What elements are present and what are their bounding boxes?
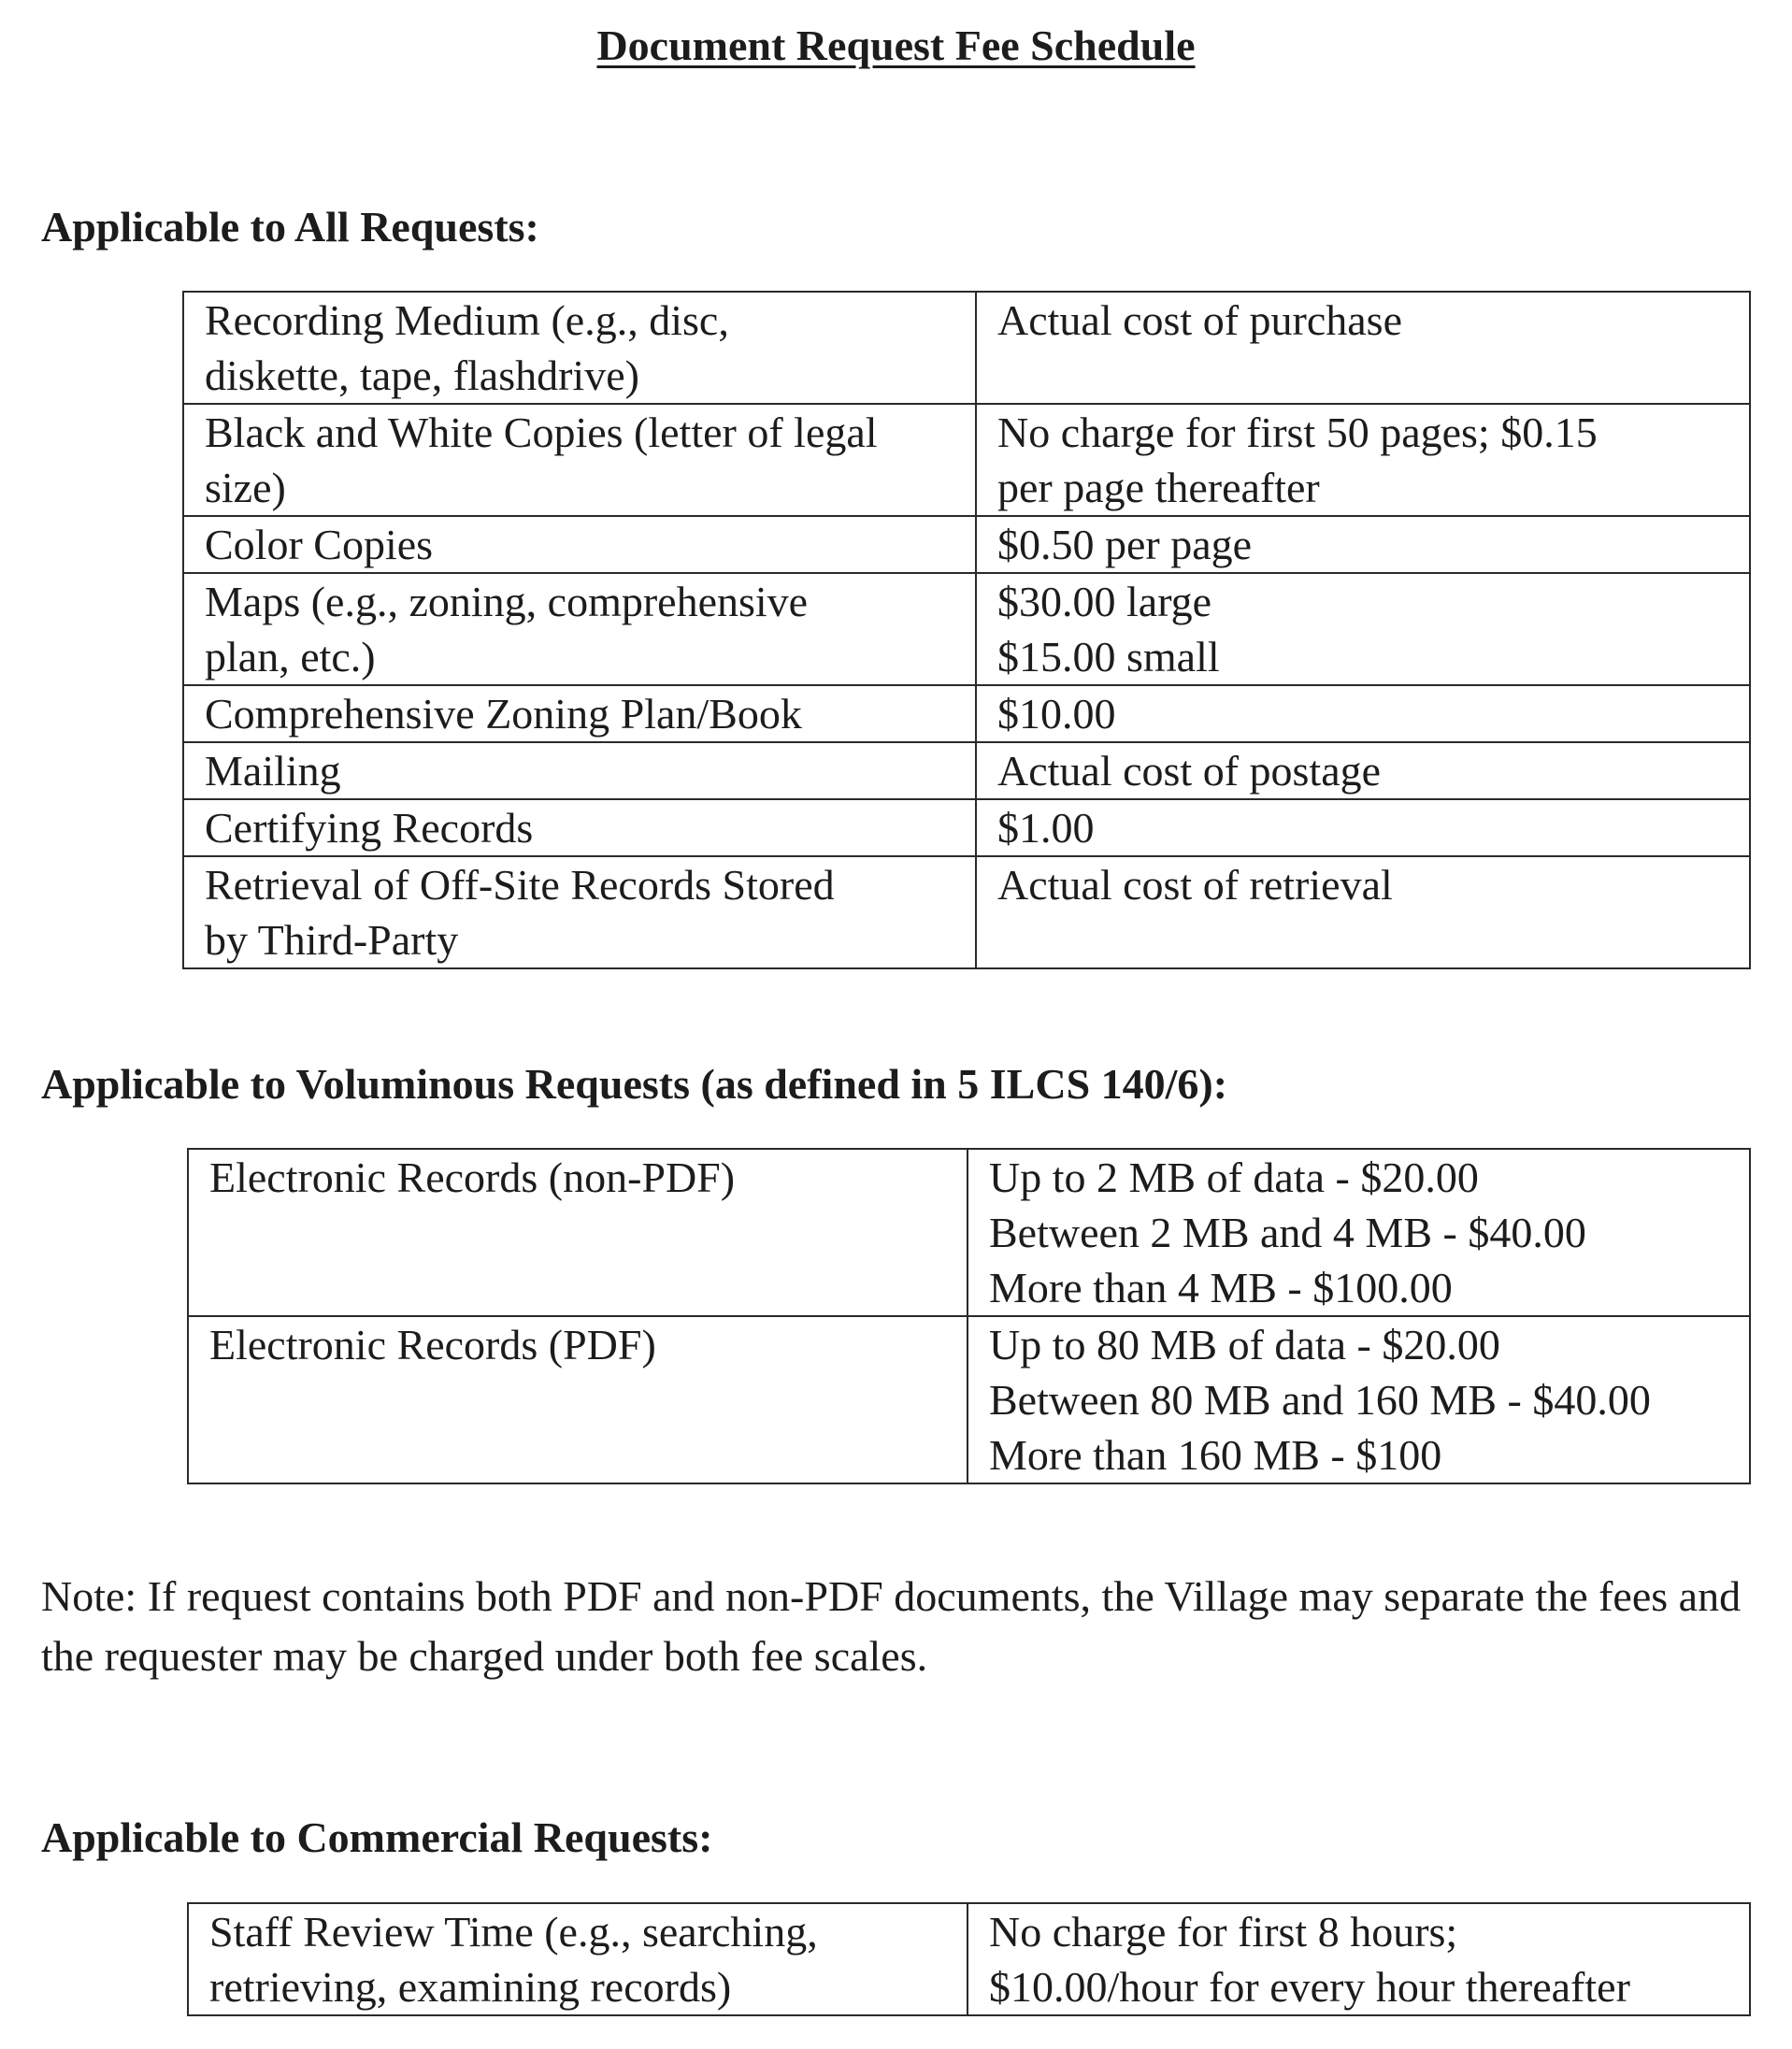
fee-item: Recording Medium (e.g., disc, diskette, tape, flashdrive) (183, 292, 976, 404)
table-row (183, 856, 1750, 968)
fee-amount: Up to 80 MB of data - $20.00 Between 80 MB and 160 MB - $40.00 More than 160 MB - $100 (968, 1316, 1750, 1483)
fee-table-commercial-requests (187, 1902, 1751, 2016)
table-row (183, 742, 1750, 799)
fee-item: Black and White Copies (letter of legal size) (183, 404, 976, 516)
table-row (183, 685, 1750, 742)
table-row (183, 292, 1750, 404)
fee-item: Electronic Records (PDF) (188, 1316, 968, 1483)
fee-amount: Actual cost of purchase (976, 292, 1750, 404)
fee-item: Staff Review Time (e.g., searching, retrieving, examining records) (188, 1903, 968, 2015)
fee-amount: No charge for first 8 hours; $10.00/hour for every hour thereafter (968, 1903, 1750, 2015)
fee-amount: $30.00 large $15.00 small (976, 573, 1750, 685)
fee-item: Electronic Records (non-PDF) (188, 1149, 968, 1316)
fee-item: Retrieval of Off-Site Records Stored by Third-Party (183, 856, 976, 968)
table-row (188, 1316, 1750, 1483)
fee-note: Note: If request contains both PDF and non-PDF documents, the Village may separate the fees and the requester may be charged under both fee scales. (41, 1572, 1742, 1680)
table-row (183, 404, 1750, 516)
table-row (188, 1903, 1750, 2015)
section-heading-all-requests: Applicable to All Requests: (41, 203, 539, 251)
table-row (183, 799, 1750, 856)
page-title: Document Request Fee Schedule (596, 21, 1196, 69)
fee-amount: Up to 2 MB of data - $20.00 Between 2 MB and 4 MB - $40.00 More than 4 MB - $100.00 (968, 1149, 1750, 1316)
fee-item: Comprehensive Zoning Plan/Book (183, 685, 976, 742)
section-heading-commercial-requests: Applicable to Commercial Requests: (41, 1813, 713, 1861)
table-row (183, 516, 1750, 573)
fee-table-all-requests (182, 291, 1751, 969)
table-row (183, 573, 1750, 685)
fee-item: Color Copies (183, 516, 976, 573)
fee-table-voluminous-requests (187, 1148, 1751, 1484)
fee-amount: $1.00 (976, 799, 1750, 856)
fee-amount: Actual cost of postage (976, 742, 1750, 799)
fee-amount: $0.50 per page (976, 516, 1750, 573)
fee-amount: Actual cost of retrieval (976, 856, 1750, 968)
fee-item: Maps (e.g., zoning, comprehensive plan, etc.) (183, 573, 976, 685)
fee-amount: $10.00 (976, 685, 1750, 742)
fee-item: Certifying Records (183, 799, 976, 856)
fee-item: Mailing (183, 742, 976, 799)
section-heading-voluminous-requests: Applicable to Voluminous Requests (as defined in 5 ILCS 140/6): (41, 1060, 1228, 1108)
fee-amount: No charge for first 50 pages; $0.15 per page thereafter (976, 404, 1750, 516)
table-row (188, 1149, 1750, 1316)
